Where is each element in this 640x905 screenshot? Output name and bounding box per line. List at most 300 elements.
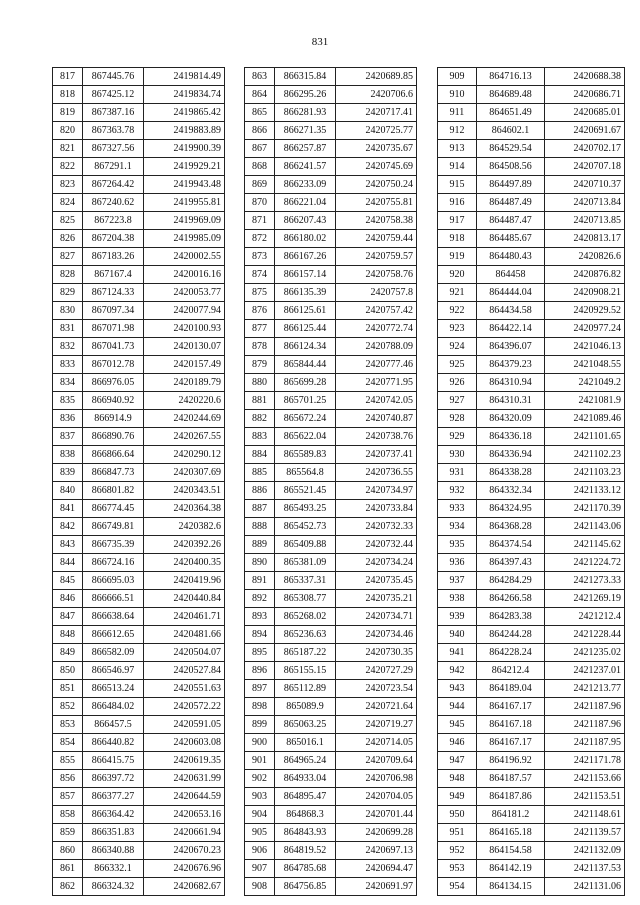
y-coordinate-cell: 2420100.93 [144, 320, 225, 338]
table-row [53, 266, 225, 284]
y-coordinate-cell: 2421046.13 [545, 338, 625, 356]
point-number-cell: 942 [438, 662, 477, 680]
x-coordinate-cell: 866415.75 [83, 752, 144, 770]
point-number-cell: 828 [53, 266, 83, 284]
x-coordinate-cell: 864485.67 [477, 230, 545, 248]
y-coordinate-cell: 2420771.95 [336, 374, 417, 392]
x-coordinate-cell: 864374.54 [477, 536, 545, 554]
y-coordinate-cell: 2420676.96 [144, 860, 225, 878]
x-coordinate-cell: 866281.93 [275, 104, 336, 122]
point-number-cell: 874 [245, 266, 275, 284]
y-coordinate-cell: 2420709.64 [336, 752, 417, 770]
point-number-cell: 933 [438, 500, 477, 518]
table-row [438, 212, 625, 230]
x-coordinate-cell: 867204.38 [83, 230, 144, 248]
point-number-cell: 827 [53, 248, 83, 266]
table-row [53, 716, 225, 734]
y-coordinate-cell: 2420735.21 [336, 590, 417, 608]
point-number-cell: 916 [438, 194, 477, 212]
point-number-cell: 909 [438, 68, 477, 86]
y-coordinate-cell: 2420694.47 [336, 860, 417, 878]
point-number-cell: 872 [245, 230, 275, 248]
y-coordinate-cell: 2420755.81 [336, 194, 417, 212]
x-coordinate-cell: 864196.92 [477, 752, 545, 770]
point-number-cell: 889 [245, 536, 275, 554]
x-coordinate-cell: 865236.63 [275, 626, 336, 644]
table-row [438, 824, 625, 842]
y-coordinate-cell: 2421148.61 [545, 806, 625, 824]
table-row [245, 536, 417, 554]
x-coordinate-cell: 866125.61 [275, 302, 336, 320]
x-coordinate-cell: 864819.52 [275, 842, 336, 860]
table-row [245, 176, 417, 194]
table-row [53, 626, 225, 644]
table-row [53, 212, 225, 230]
x-coordinate-cell: 864396.07 [477, 338, 545, 356]
x-coordinate-cell: 864458 [477, 266, 545, 284]
x-coordinate-cell: 864434.58 [477, 302, 545, 320]
table-row [245, 860, 417, 878]
y-coordinate-cell: 2420603.08 [144, 734, 225, 752]
table-row [53, 770, 225, 788]
table-row [438, 482, 625, 500]
point-number-cell: 834 [53, 374, 83, 392]
point-number-cell: 829 [53, 284, 83, 302]
table-row [438, 338, 625, 356]
point-number-cell: 927 [438, 392, 477, 410]
point-number-cell: 887 [245, 500, 275, 518]
y-coordinate-cell: 2420244.69 [144, 410, 225, 428]
point-number-cell: 838 [53, 446, 83, 464]
x-coordinate-cell: 864716.13 [477, 68, 545, 86]
table-row [53, 698, 225, 716]
y-coordinate-cell: 2420745.69 [336, 158, 417, 176]
point-number-cell: 894 [245, 626, 275, 644]
x-coordinate-cell: 864487.47 [477, 212, 545, 230]
x-coordinate-cell: 866735.39 [83, 536, 144, 554]
point-number-cell: 831 [53, 320, 83, 338]
y-coordinate-cell: 2420735.45 [336, 572, 417, 590]
table-row [438, 68, 625, 86]
point-number-cell: 893 [245, 608, 275, 626]
table-row [53, 428, 225, 446]
point-number-cell: 908 [245, 878, 275, 896]
point-number-cell: 898 [245, 698, 275, 716]
y-coordinate-cell: 2420734.97 [336, 482, 417, 500]
x-coordinate-cell: 864497.89 [477, 176, 545, 194]
table-row [53, 86, 225, 104]
x-coordinate-cell: 864165.18 [477, 824, 545, 842]
y-coordinate-cell: 2420440.84 [144, 590, 225, 608]
y-coordinate-cell: 2419883.89 [144, 122, 225, 140]
y-coordinate-cell: 2420707.18 [545, 158, 625, 176]
point-number-cell: 848 [53, 626, 83, 644]
x-coordinate-cell: 867071.98 [83, 320, 144, 338]
x-coordinate-cell: 865521.45 [275, 482, 336, 500]
table-row [245, 302, 417, 320]
x-coordinate-cell: 864167.17 [477, 734, 545, 752]
x-coordinate-cell: 865452.73 [275, 518, 336, 536]
table-row [245, 464, 417, 482]
point-number-cell: 865 [245, 104, 275, 122]
point-number-cell: 847 [53, 608, 83, 626]
point-number-cell: 929 [438, 428, 477, 446]
point-number-cell: 870 [245, 194, 275, 212]
y-coordinate-cell: 2420732.44 [336, 536, 417, 554]
y-coordinate-cell: 2420661.94 [144, 824, 225, 842]
x-coordinate-cell: 864529.54 [477, 140, 545, 158]
point-number-cell: 924 [438, 338, 477, 356]
table-row [245, 68, 417, 86]
y-coordinate-cell: 2420189.79 [144, 374, 225, 392]
x-coordinate-cell: 866364.42 [83, 806, 144, 824]
x-coordinate-cell: 864379.23 [477, 356, 545, 374]
x-coordinate-cell: 866135.39 [275, 284, 336, 302]
x-coordinate-cell: 867124.33 [83, 284, 144, 302]
y-coordinate-cell: 2420740.87 [336, 410, 417, 428]
point-number-cell: 882 [245, 410, 275, 428]
y-coordinate-cell: 2419834.74 [144, 86, 225, 104]
x-coordinate-cell: 865589.83 [275, 446, 336, 464]
y-coordinate-cell: 2420691.67 [545, 122, 625, 140]
x-coordinate-cell: 865089.9 [275, 698, 336, 716]
table-row [438, 194, 625, 212]
coordinate-table-column-2 [244, 67, 417, 896]
table-row [438, 428, 625, 446]
point-number-cell: 824 [53, 194, 83, 212]
point-number-cell: 926 [438, 374, 477, 392]
table-row [53, 374, 225, 392]
x-coordinate-cell: 864324.95 [477, 500, 545, 518]
x-coordinate-cell: 866124.34 [275, 338, 336, 356]
page-number: 831 [311, 36, 329, 48]
y-coordinate-cell: 2419900.39 [144, 140, 225, 158]
x-coordinate-cell: 864843.93 [275, 824, 336, 842]
y-coordinate-cell: 2421089.46 [545, 410, 625, 428]
table-row [438, 266, 625, 284]
x-coordinate-cell: 866332.1 [83, 860, 144, 878]
y-coordinate-cell: 2421153.51 [545, 788, 625, 806]
table-row [53, 788, 225, 806]
y-coordinate-cell: 2420686.71 [545, 86, 625, 104]
x-coordinate-cell: 864480.43 [477, 248, 545, 266]
point-number-cell: 845 [53, 572, 83, 590]
x-coordinate-cell: 864189.04 [477, 680, 545, 698]
y-coordinate-cell: 2419865.42 [144, 104, 225, 122]
table-row [53, 680, 225, 698]
point-number-cell: 896 [245, 662, 275, 680]
table-row [245, 194, 417, 212]
x-coordinate-cell: 866324.32 [83, 878, 144, 896]
y-coordinate-cell: 2420732.33 [336, 518, 417, 536]
y-coordinate-cell: 2420220.6 [144, 392, 225, 410]
table-row [438, 500, 625, 518]
x-coordinate-cell: 866241.57 [275, 158, 336, 176]
x-coordinate-cell: 866180.02 [275, 230, 336, 248]
table-row [438, 356, 625, 374]
point-number-cell: 953 [438, 860, 477, 878]
y-coordinate-cell: 2421237.01 [545, 662, 625, 680]
table-row [245, 806, 417, 824]
y-coordinate-cell: 2420757.8 [336, 284, 417, 302]
y-coordinate-cell: 2420717.41 [336, 104, 417, 122]
table-row [53, 158, 225, 176]
y-coordinate-cell: 2420977.24 [545, 320, 625, 338]
x-coordinate-cell: 864965.24 [275, 752, 336, 770]
point-number-cell: 951 [438, 824, 477, 842]
table-row [245, 104, 417, 122]
table-row [245, 230, 417, 248]
table-row [53, 356, 225, 374]
y-coordinate-cell: 2421170.39 [545, 500, 625, 518]
x-coordinate-cell: 864167.18 [477, 716, 545, 734]
y-coordinate-cell: 2421213.77 [545, 680, 625, 698]
y-coordinate-cell: 2420157.49 [144, 356, 225, 374]
point-number-cell: 823 [53, 176, 83, 194]
x-coordinate-cell: 864284.29 [477, 572, 545, 590]
x-coordinate-cell: 867183.26 [83, 248, 144, 266]
x-coordinate-cell: 865409.88 [275, 536, 336, 554]
table-row [53, 464, 225, 482]
table-row [245, 554, 417, 572]
y-coordinate-cell: 2420713.85 [545, 212, 625, 230]
table-row [53, 320, 225, 338]
table-row [53, 104, 225, 122]
y-coordinate-cell: 2420759.44 [336, 230, 417, 248]
y-coordinate-cell: 2420876.82 [545, 266, 625, 284]
point-number-cell: 860 [53, 842, 83, 860]
point-number-cell: 878 [245, 338, 275, 356]
point-number-cell: 864 [245, 86, 275, 104]
table-row [438, 860, 625, 878]
x-coordinate-cell: 866157.14 [275, 266, 336, 284]
y-coordinate-cell: 2420704.05 [336, 788, 417, 806]
point-number-cell: 851 [53, 680, 83, 698]
y-coordinate-cell: 2421187.95 [545, 734, 625, 752]
x-coordinate-cell: 866612.65 [83, 626, 144, 644]
table-row [245, 842, 417, 860]
y-coordinate-cell: 2420461.71 [144, 608, 225, 626]
y-coordinate-cell: 2420551.63 [144, 680, 225, 698]
x-coordinate-cell: 867012.78 [83, 356, 144, 374]
y-coordinate-cell: 2420734.71 [336, 608, 417, 626]
table-row [53, 446, 225, 464]
y-coordinate-cell: 2421145.62 [545, 536, 625, 554]
y-coordinate-cell: 2420504.07 [144, 644, 225, 662]
coordinate-table-column-3 [437, 67, 625, 896]
x-coordinate-cell: 867223.8 [83, 212, 144, 230]
table-row [438, 446, 625, 464]
table-row [438, 248, 625, 266]
point-number-cell: 891 [245, 572, 275, 590]
point-number-cell: 821 [53, 140, 83, 158]
point-number-cell: 854 [53, 734, 83, 752]
x-coordinate-cell: 867363.78 [83, 122, 144, 140]
y-coordinate-cell: 2421081.9 [545, 392, 625, 410]
table-row [53, 518, 225, 536]
table-row [438, 698, 625, 716]
x-coordinate-cell: 865699.28 [275, 374, 336, 392]
table-row [438, 842, 625, 860]
table-row [245, 698, 417, 716]
x-coordinate-cell: 865187.22 [275, 644, 336, 662]
x-coordinate-cell: 864310.94 [477, 374, 545, 392]
point-number-cell: 892 [245, 590, 275, 608]
point-number-cell: 941 [438, 644, 477, 662]
point-number-cell: 875 [245, 284, 275, 302]
point-number-cell: 868 [245, 158, 275, 176]
point-number-cell: 949 [438, 788, 477, 806]
point-number-cell: 820 [53, 122, 83, 140]
x-coordinate-cell: 867291.1 [83, 158, 144, 176]
y-coordinate-cell: 2420908.21 [545, 284, 625, 302]
point-number-cell: 899 [245, 716, 275, 734]
point-number-cell: 863 [245, 68, 275, 86]
y-coordinate-cell: 2420734.46 [336, 626, 417, 644]
point-number-cell: 818 [53, 86, 83, 104]
table-row [53, 230, 225, 248]
table-row [438, 302, 625, 320]
y-coordinate-cell: 2420481.66 [144, 626, 225, 644]
y-coordinate-cell: 2420719.27 [336, 716, 417, 734]
point-number-cell: 840 [53, 482, 83, 500]
table-row [245, 374, 417, 392]
table-row [53, 644, 225, 662]
y-coordinate-cell: 2420733.84 [336, 500, 417, 518]
table-row [53, 860, 225, 878]
point-number-cell: 921 [438, 284, 477, 302]
y-coordinate-cell: 2420053.77 [144, 284, 225, 302]
x-coordinate-cell: 866976.05 [83, 374, 144, 392]
point-number-cell: 903 [245, 788, 275, 806]
x-coordinate-cell: 864895.47 [275, 788, 336, 806]
point-number-cell: 900 [245, 734, 275, 752]
point-number-cell: 859 [53, 824, 83, 842]
point-number-cell: 937 [438, 572, 477, 590]
x-coordinate-cell: 864785.68 [275, 860, 336, 878]
table-row [53, 410, 225, 428]
y-coordinate-cell: 2421143.06 [545, 518, 625, 536]
table-row [438, 536, 625, 554]
table-row [53, 392, 225, 410]
table-row [245, 140, 417, 158]
point-number-cell: 922 [438, 302, 477, 320]
point-number-cell: 885 [245, 464, 275, 482]
point-number-cell: 923 [438, 320, 477, 338]
point-number-cell: 928 [438, 410, 477, 428]
x-coordinate-cell: 866397.72 [83, 770, 144, 788]
x-coordinate-cell: 864310.31 [477, 392, 545, 410]
y-coordinate-cell: 2421212.4 [545, 608, 625, 626]
x-coordinate-cell: 864167.17 [477, 698, 545, 716]
x-coordinate-cell: 866546.97 [83, 662, 144, 680]
point-number-cell: 853 [53, 716, 83, 734]
table-row [245, 878, 417, 896]
point-number-cell: 954 [438, 878, 477, 896]
x-coordinate-cell: 864422.14 [477, 320, 545, 338]
x-coordinate-cell: 866207.43 [275, 212, 336, 230]
x-coordinate-cell: 866457.5 [83, 716, 144, 734]
y-coordinate-cell: 2420929.52 [545, 302, 625, 320]
point-number-cell: 938 [438, 590, 477, 608]
point-number-cell: 873 [245, 248, 275, 266]
point-number-cell: 844 [53, 554, 83, 572]
point-number-cell: 819 [53, 104, 83, 122]
table-row [245, 122, 417, 140]
table-row [245, 572, 417, 590]
point-number-cell: 895 [245, 644, 275, 662]
table-row [438, 572, 625, 590]
y-coordinate-cell: 2420290.12 [144, 446, 225, 464]
point-number-cell: 946 [438, 734, 477, 752]
y-coordinate-cell: 2421101.65 [545, 428, 625, 446]
y-coordinate-cell: 2421137.53 [545, 860, 625, 878]
x-coordinate-cell: 865155.15 [275, 662, 336, 680]
x-coordinate-cell: 865112.89 [275, 680, 336, 698]
x-coordinate-cell: 865337.31 [275, 572, 336, 590]
y-coordinate-cell: 2420713.84 [545, 194, 625, 212]
point-number-cell: 856 [53, 770, 83, 788]
table-row [53, 662, 225, 680]
y-coordinate-cell: 2420738.76 [336, 428, 417, 446]
y-coordinate-cell: 2420619.35 [144, 752, 225, 770]
y-coordinate-cell: 2419985.09 [144, 230, 225, 248]
point-number-cell: 883 [245, 428, 275, 446]
x-coordinate-cell: 866257.87 [275, 140, 336, 158]
table-row [245, 500, 417, 518]
point-number-cell: 858 [53, 806, 83, 824]
point-number-cell: 914 [438, 158, 477, 176]
y-coordinate-cell: 2420382.6 [144, 518, 225, 536]
y-coordinate-cell: 2420527.84 [144, 662, 225, 680]
x-coordinate-cell: 867167.4 [83, 266, 144, 284]
y-coordinate-cell: 2420723.54 [336, 680, 417, 698]
table-row [245, 86, 417, 104]
point-number-cell: 918 [438, 230, 477, 248]
y-coordinate-cell: 2421235.02 [545, 644, 625, 662]
table-row [245, 284, 417, 302]
y-coordinate-cell: 2420685.01 [545, 104, 625, 122]
x-coordinate-cell: 865622.04 [275, 428, 336, 446]
x-coordinate-cell: 867264.42 [83, 176, 144, 194]
point-number-cell: 931 [438, 464, 477, 482]
y-coordinate-cell: 2420714.05 [336, 734, 417, 752]
table-row [438, 644, 625, 662]
x-coordinate-cell: 864187.57 [477, 770, 545, 788]
table-row [245, 518, 417, 536]
point-number-cell: 932 [438, 482, 477, 500]
table-row [53, 806, 225, 824]
x-coordinate-cell: 864336.18 [477, 428, 545, 446]
table-row [245, 212, 417, 230]
y-coordinate-cell: 2421153.66 [545, 770, 625, 788]
table-row [53, 176, 225, 194]
table-row [245, 608, 417, 626]
x-coordinate-cell: 866484.02 [83, 698, 144, 716]
point-number-cell: 832 [53, 338, 83, 356]
point-number-cell: 886 [245, 482, 275, 500]
y-coordinate-cell: 2420691.97 [336, 878, 417, 896]
y-coordinate-cell: 2421103.23 [545, 464, 625, 482]
y-coordinate-cell: 2420400.35 [144, 554, 225, 572]
table-row [245, 158, 417, 176]
x-coordinate-cell: 865268.02 [275, 608, 336, 626]
x-coordinate-cell: 864187.86 [477, 788, 545, 806]
point-number-cell: 852 [53, 698, 83, 716]
y-coordinate-cell: 2420343.51 [144, 482, 225, 500]
point-number-cell: 947 [438, 752, 477, 770]
table-row [53, 734, 225, 752]
